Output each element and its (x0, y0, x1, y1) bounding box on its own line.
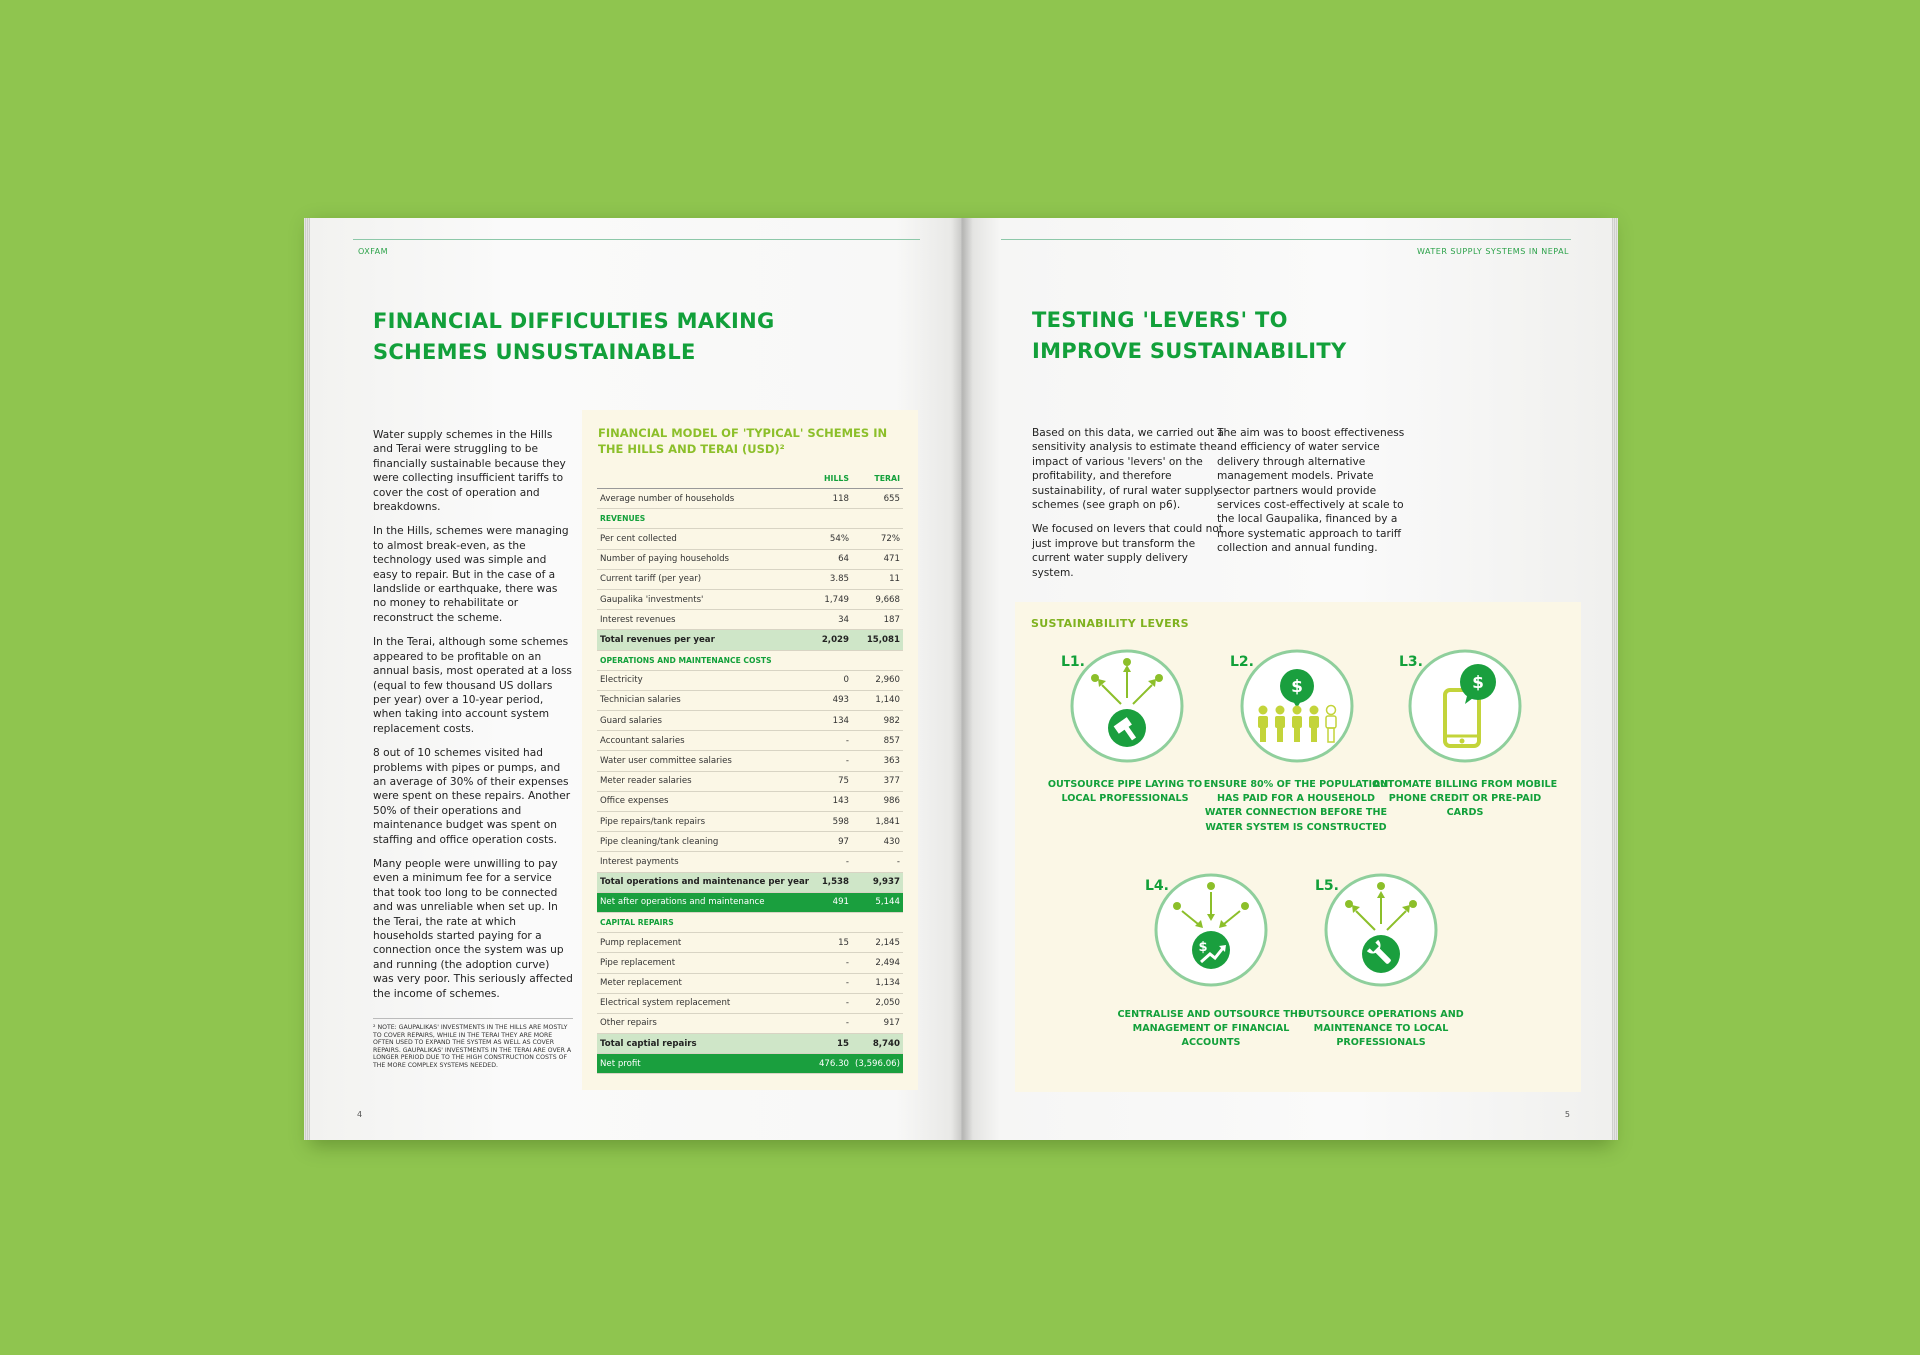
lever-2-label: ENSURE 80% OF THE POPULATION HAS PAID FOR A HOUSEHOLD WATER CONNECTION BEFORE THE WATER SYSTEM IS CONSTRUCTED (1203, 779, 1389, 833)
section-label: CAPITAL REPAIRS (597, 912, 903, 932)
terai-value: 8,740 (852, 1034, 903, 1054)
row-label: Pipe cleaning/tank cleaning (597, 832, 812, 852)
lever-5-number: L5. (1315, 878, 1339, 894)
row-label: Water user committee salaries (597, 751, 812, 771)
terai-value: 377 (852, 771, 903, 791)
right-body-col2 (1217, 426, 1409, 566)
hills-value: 2,029 (812, 630, 852, 650)
spine-gutter (951, 218, 973, 1140)
table-row (597, 973, 903, 993)
table-row (597, 791, 903, 811)
table-header-row (597, 468, 903, 489)
financial-model-panel (582, 410, 918, 1090)
table-row (597, 589, 903, 609)
dollar-glyph: $ (1291, 677, 1303, 697)
terai-value: 1,134 (852, 973, 903, 993)
hills-value: 491 (812, 892, 852, 912)
lever-3-label: AUTOMATE BILLING FROM MOBILE PHONE CREDIT OR PRE-PAID CARDS (1372, 779, 1558, 819)
paragraph: Water supply schemes in the Hills and Terai were struggling to be financially sustainable because they were collecting insufficient tariffs to cover the cost of operation and breakdowns. (373, 429, 566, 514)
lever-1-number: L1. (1061, 654, 1085, 670)
table-row (597, 1013, 903, 1033)
section-label: REVENUES (597, 509, 903, 529)
table-row (597, 933, 903, 953)
row-label: Meter reader salaries (597, 771, 812, 791)
running-head-right: WATER SUPPLY SYSTEMS IN NEPAL (1417, 247, 1569, 256)
hills-value: - (812, 852, 852, 872)
table-section-row (597, 650, 903, 670)
row-label: Accountant salaries (597, 731, 812, 751)
terai-value: (3,596.06) (852, 1054, 903, 1074)
financial-table (597, 468, 903, 1074)
table-row (597, 711, 903, 731)
terai-value: 15,081 (852, 630, 903, 650)
lever-1-label: OUTSOURCE PIPE LAYING TO LOCAL PROFESSIONALS (1047, 779, 1203, 805)
row-label: Technician salaries (597, 690, 812, 710)
terai-value: 9,937 (852, 872, 903, 892)
page-title-right (1032, 305, 1347, 367)
paragraph: Many people were unwilling to pay even a minimum fee for a service that took too long to be connected and was unreliable when set up. In the Terai, the rate at which households started paying for a connection once the system was up and running (the adoption curve) was very poor. This seriously affected the income of schemes. (373, 857, 573, 1000)
hills-value: - (812, 973, 852, 993)
title-line-1: FINANCIAL DIFFICULTIES MAKING (373, 309, 775, 333)
left-body-text (373, 428, 573, 1011)
terai-value: 5,144 (852, 892, 903, 912)
hills-value: 118 (812, 489, 852, 509)
table-row (597, 993, 903, 1013)
right-body-col1 (1032, 426, 1228, 590)
lever-2-number: L2. (1230, 654, 1254, 670)
hills-value: 598 (812, 812, 852, 832)
paragraph: The aim was to boost effectiveness and efficiency of water service delivery through alternative management models. Private sector partners would provide services cost-effectively at scale to the local Gaupalika, financed by a more systematic approach to tariff collection and annual funding. (1217, 427, 1405, 555)
hills-value: 134 (812, 711, 852, 731)
table-row (597, 953, 903, 973)
table-row (597, 489, 903, 509)
row-label: Interest payments (597, 852, 812, 872)
row-label: Total revenues per year (597, 630, 812, 650)
dollar-glyph: $ (1472, 673, 1484, 693)
paragraph: 8 out of 10 schemes visited had problems with pipes or pumps, and an average of 30% of their expenses were spent on these repairs. Another 50% of their operations and maintenance budget was spent on staffing and office operation costs. (373, 747, 571, 846)
header-rule (353, 239, 920, 240)
mobile-dollar-icon (1407, 648, 1523, 764)
table-row (597, 610, 903, 630)
hills-value: 143 (812, 791, 852, 811)
col-hills: HILLS (812, 468, 852, 489)
right-page (961, 218, 1612, 1140)
hills-value: 15 (812, 933, 852, 953)
lever-5-label: OUTSOURCE OPERATIONS AND MAINTENANCE TO LOCAL PROFESSIONALS (1298, 1009, 1464, 1049)
row-label: Pump replacement (597, 933, 812, 953)
row-label: Total captial repairs (597, 1034, 812, 1054)
terai-value: 430 (852, 832, 903, 852)
terai-value: 2,145 (852, 933, 903, 953)
row-label: Average number of households (597, 489, 812, 509)
header-rule (1001, 239, 1571, 240)
hills-value: 493 (812, 690, 852, 710)
terai-value: 2,050 (852, 993, 903, 1013)
table-row (597, 569, 903, 589)
table-section-row (597, 912, 903, 932)
hills-value: - (812, 993, 852, 1013)
table-net-row (597, 1054, 903, 1074)
lever-4-number: L4. (1145, 878, 1169, 894)
header-blank (597, 468, 812, 489)
terai-value: 9,668 (852, 589, 903, 609)
terai-value: 72% (852, 529, 903, 549)
lever-4-label: CENTRALISE AND OUTSOURCE THE MANAGEMENT OF FINANCIAL ACCOUNTS (1117, 1009, 1305, 1049)
hills-value: 15 (812, 1034, 852, 1054)
row-label: Net profit (597, 1054, 812, 1074)
table-total-row (597, 1034, 903, 1054)
table-row (597, 852, 903, 872)
hills-value: 34 (812, 610, 852, 630)
paragraph: In the Terai, although some schemes appeared to be profitable on an annual basis, most operated at a loss (equal to few thousand US dollars per year) over a 10-year period, when taking into account system replacement costs. (373, 636, 572, 735)
paragraph: We focused on levers that could not just improve but transform the current water supply delivery system. (1032, 523, 1223, 579)
row-label: Office expenses (597, 791, 812, 811)
hills-value: - (812, 953, 852, 973)
terai-value: 363 (852, 751, 903, 771)
table-net-row (597, 892, 903, 912)
hills-value: 0 (812, 670, 852, 690)
running-head-left: OXFAM (358, 247, 389, 256)
terai-value: 1,841 (852, 812, 903, 832)
hills-value: 476.30 (812, 1054, 852, 1074)
page-title-left (373, 306, 775, 368)
table-row (597, 529, 903, 549)
title-line-2: IMPROVE SUSTAINABILITY (1032, 339, 1347, 363)
row-label: Number of paying households (597, 549, 812, 569)
row-label: Pipe repairs/tank repairs (597, 812, 812, 832)
terai-value: 187 (852, 610, 903, 630)
sustainability-levers-panel (1015, 602, 1581, 1092)
page-edges-right (1612, 218, 1618, 1140)
terai-value: 655 (852, 489, 903, 509)
table-title: FINANCIAL MODEL OF 'TYPICAL' SCHEMES IN THE HILLS AND TERAI (USD)² (598, 426, 888, 456)
hills-value: 97 (812, 832, 852, 852)
page-number-right: 5 (1564, 1110, 1570, 1119)
page-number-left: 4 (357, 1110, 363, 1119)
table-row (597, 690, 903, 710)
people-dollar-icon (1239, 648, 1355, 764)
paragraph: Based on this data, we carried out a sensitivity analysis to estimate the impact of various 'levers' on the profitability, and therefore sustainability, of rural water supply schemes (see graph on p6). (1032, 427, 1224, 512)
row-label: Meter replacement (597, 973, 812, 993)
footnote: ² NOTE: GAUPALIKAS' INVESTMENTS IN THE HILLS ARE MOSTLY TO COVER REPAIRS, WHILE IN THE TERAI THEY ARE MORE OFTEN USED TO EXPAND THE SYSTEM AS WELL AS COVER REPAIRS. GAUPALIKAS' INVESTMENTS IN THE TERAI ARE OVER A LONGER PERIOD DUE TO THE HIGH CONSTRUCTION COSTS OF THE MORE COMPLEX SYSTEMS NEEDED. (373, 1018, 573, 1069)
terai-value: 857 (852, 731, 903, 751)
terai-value: 11 (852, 569, 903, 589)
table-row (597, 771, 903, 791)
hills-value: 64 (812, 549, 852, 569)
terai-value: 982 (852, 711, 903, 731)
hills-value: 75 (812, 771, 852, 791)
row-label: Interest revenues (597, 610, 812, 630)
hills-value: 3.85 (812, 569, 852, 589)
hills-value: - (812, 731, 852, 751)
hills-value: - (812, 1013, 852, 1033)
hills-value: 1,749 (812, 589, 852, 609)
terai-value: 1,140 (852, 690, 903, 710)
row-label: Electrical system replacement (597, 993, 812, 1013)
table-total-row (597, 630, 903, 650)
hammer-arrows-icon (1069, 648, 1185, 764)
dollar-glyph: $ (1198, 940, 1208, 955)
terai-value: 2,494 (852, 953, 903, 973)
col-terai: TERAI (852, 468, 903, 489)
row-label: Per cent collected (597, 529, 812, 549)
terai-value: 986 (852, 791, 903, 811)
hills-value: 1,538 (812, 872, 852, 892)
title-line-1: TESTING 'LEVERS' TO (1032, 308, 1288, 332)
lever-3-number: L3. (1399, 654, 1423, 670)
terai-value: 471 (852, 549, 903, 569)
row-label: Electricity (597, 670, 812, 690)
paragraph: In the Hills, schemes were managing to almost break-even, as the technology used was simple and easy to repair. But in the case of a landslide or earthquake, there was no money to rehabilitate or reconstruct the scheme. (373, 525, 569, 624)
row-label: Guard salaries (597, 711, 812, 731)
row-label: Current tariff (per year) (597, 569, 812, 589)
title-line-2: SCHEMES UNSUSTAINABLE (373, 340, 696, 364)
centralise-dollar-icon (1153, 872, 1269, 988)
wrench-arrows-icon (1323, 872, 1439, 988)
table-row (597, 832, 903, 852)
table-row (597, 670, 903, 690)
hills-value: 54% (812, 529, 852, 549)
table-section-row (597, 509, 903, 529)
row-label: Gaupalika 'investments' (597, 589, 812, 609)
terai-value: - (852, 852, 903, 872)
brochure-spread (310, 218, 1612, 1140)
row-label: Total operations and maintenance per year (597, 872, 812, 892)
terai-value: 917 (852, 1013, 903, 1033)
table-total-row (597, 872, 903, 892)
table-row (597, 549, 903, 569)
table-row (597, 751, 903, 771)
table-row (597, 731, 903, 751)
section-label: OPERATIONS AND MAINTENANCE COSTS (597, 650, 903, 670)
hills-value: - (812, 751, 852, 771)
left-page (310, 218, 961, 1140)
row-label: Net after operations and maintenance (597, 892, 812, 912)
levers-title: SUSTAINABILITY LEVERS (1031, 617, 1189, 630)
row-label: Other repairs (597, 1013, 812, 1033)
table-row (597, 812, 903, 832)
terai-value: 2,960 (852, 670, 903, 690)
row-label: Pipe replacement (597, 953, 812, 973)
